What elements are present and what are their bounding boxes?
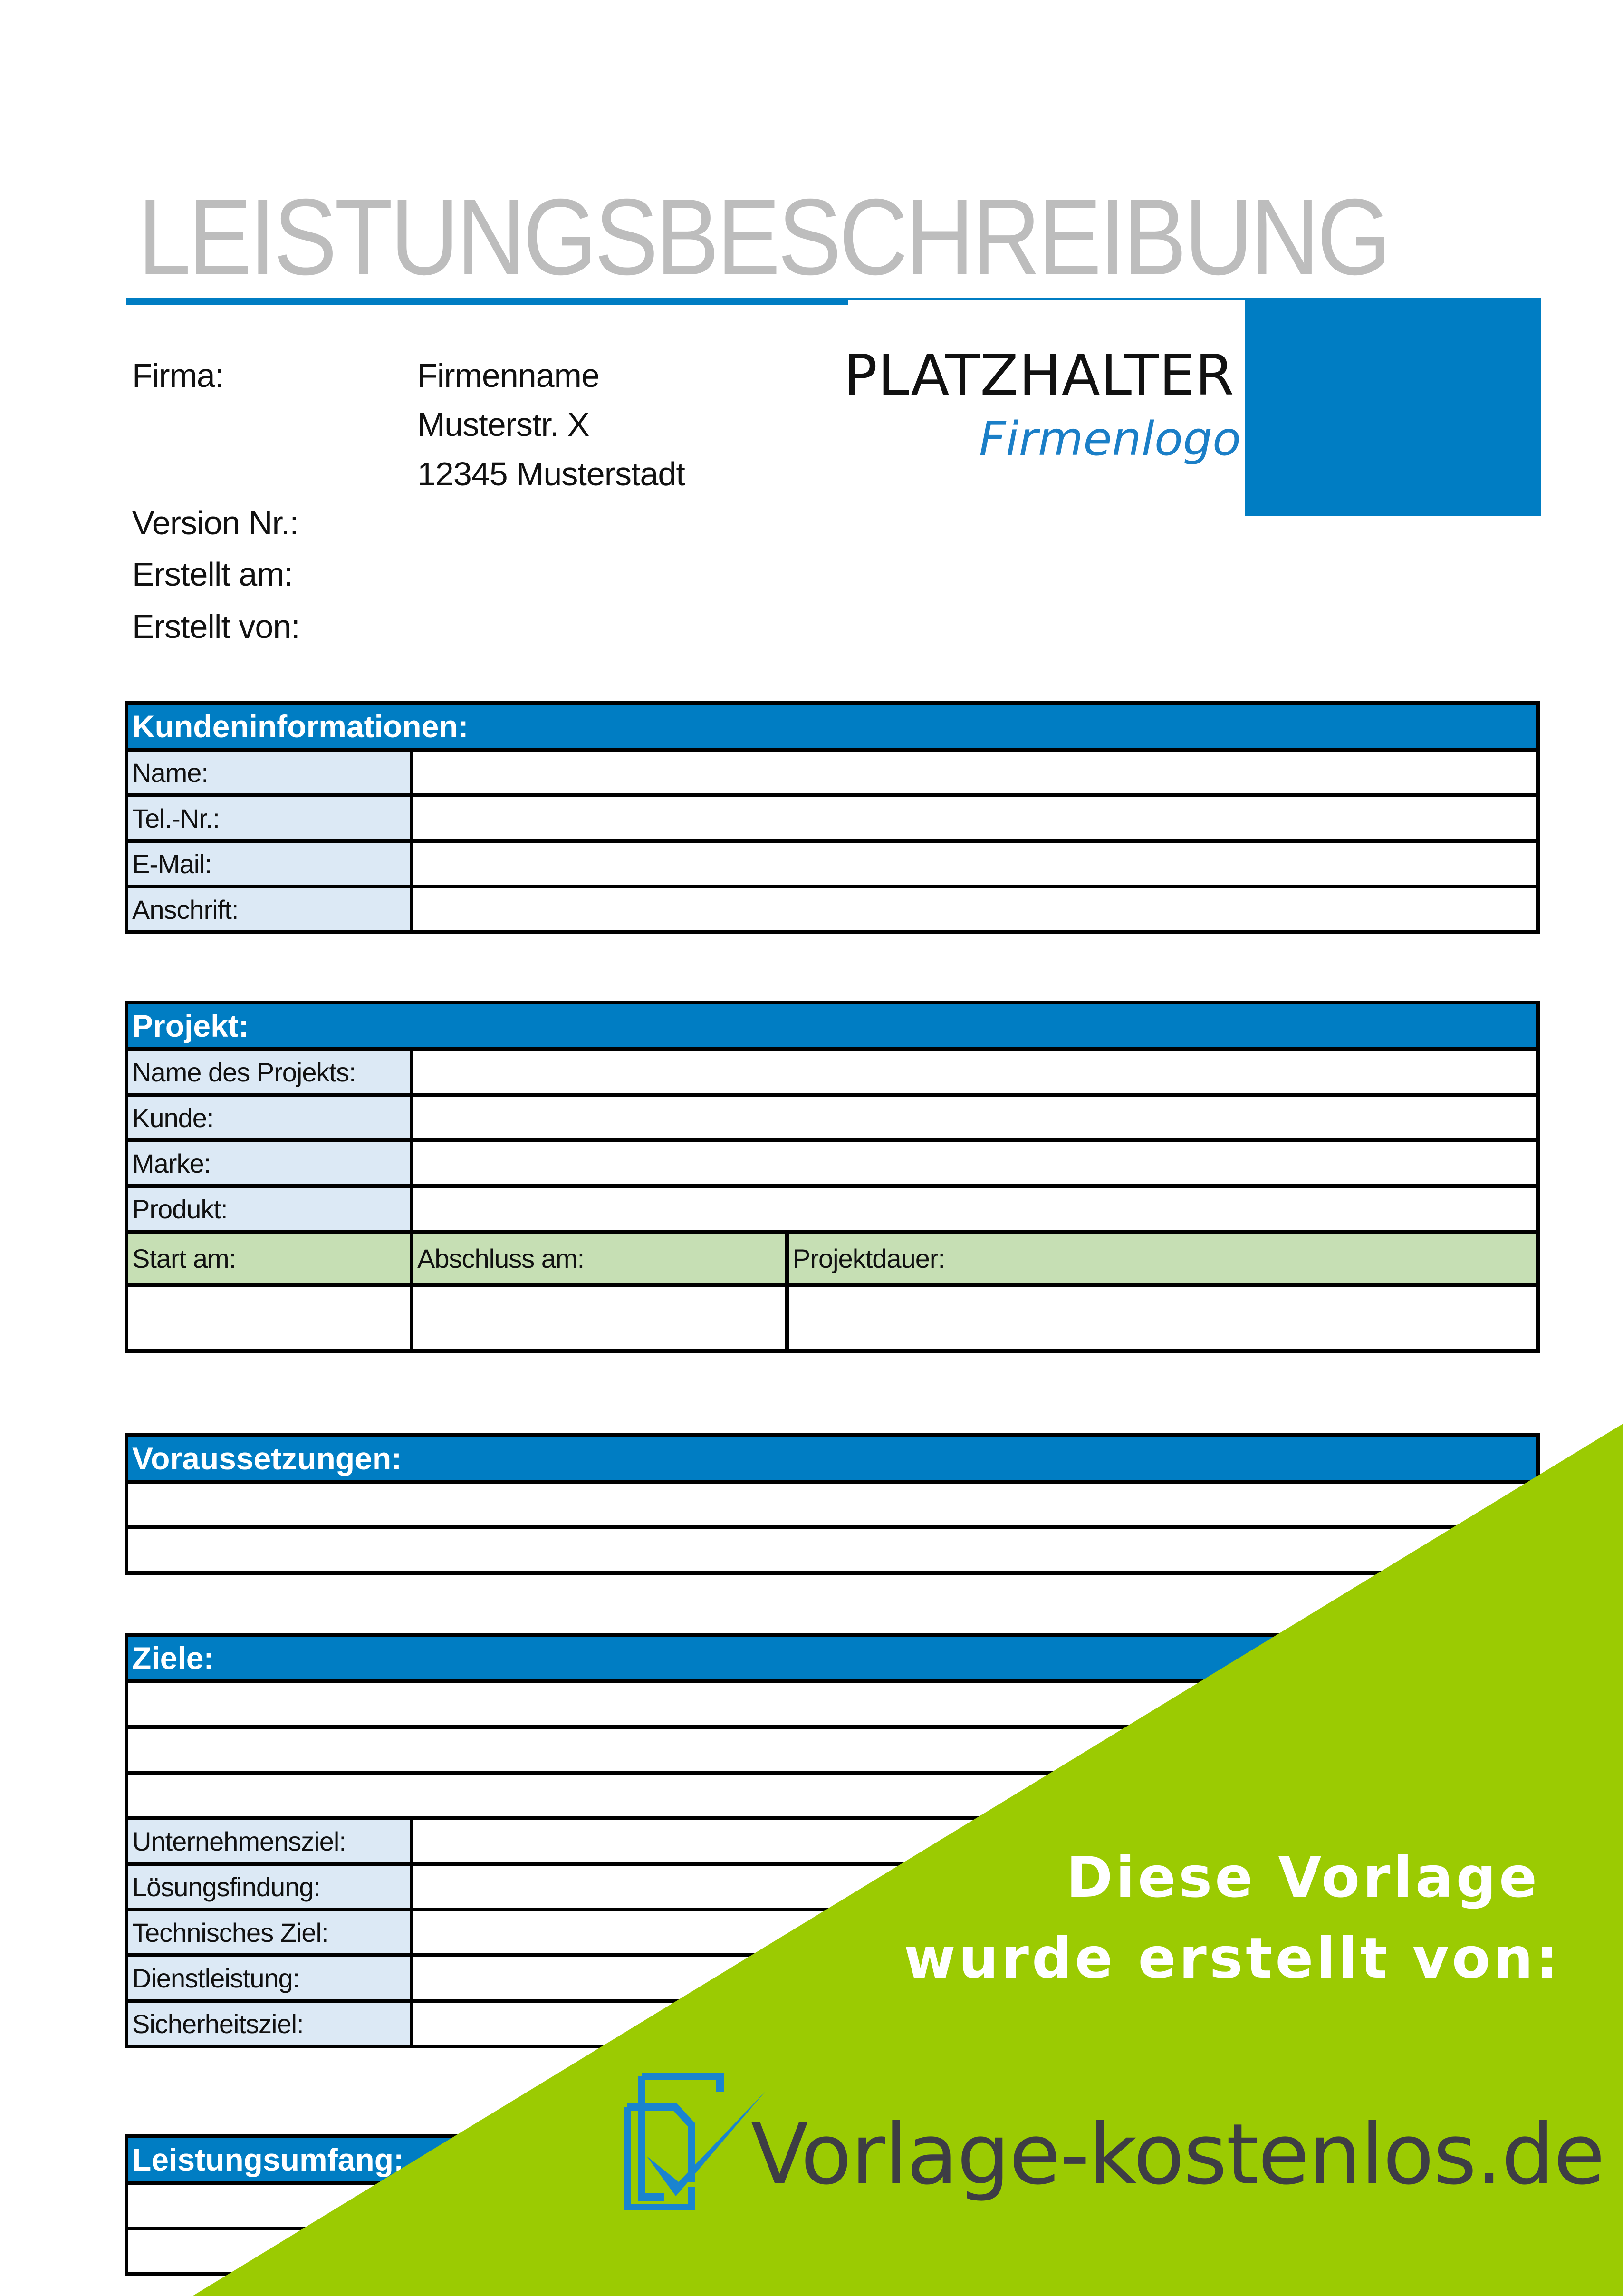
version-label: Version Nr.: [132, 504, 298, 541]
project-brand-label: Marke: [126, 1140, 412, 1186]
logo-placeholder-text: PLATZHALTER [844, 342, 1235, 408]
goals-header: Ziele: [126, 1635, 1538, 1681]
prerequisites-header: Voraussetzungen: [126, 1435, 1538, 1482]
end-date-label: Abschluss am: [412, 1232, 787, 1285]
watermark-brand: Vorlage-kostenlos.de [751, 2106, 1604, 2203]
scope-header: Leistungsumfang: [126, 2136, 1538, 2183]
watermark-line2: wurde erstellt von: [903, 1925, 1561, 1991]
project-client-label: Kunde: [126, 1095, 412, 1140]
project-product-label: Produkt: [126, 1186, 412, 1232]
company-name: Firmenname [417, 357, 599, 394]
customer-address-label: Anschrift: [126, 887, 412, 932]
start-date-label: Start am: [126, 1232, 412, 1285]
business-goal-label: Unternehmensziel: [126, 1818, 412, 1864]
created-by-label: Erstellt von: [132, 608, 300, 645]
document-title: LEISTUNGSBESCHREIBUNG [138, 177, 1389, 298]
watermark-line1: Diese Vorlage [1066, 1844, 1540, 1910]
customer-email-label: E-Mail: [126, 841, 412, 887]
solution-finding-label: Lösungsfindung: [126, 1864, 412, 1910]
security-goal-label: Sicherheitsziel: [126, 2001, 412, 2046]
logo-subtitle: Firmenlogo [979, 412, 1241, 466]
company-label: Firma: [132, 357, 224, 394]
project-header: Projekt: [126, 1003, 1538, 1049]
project-name-label: Name des Projekts: [126, 1049, 412, 1095]
customer-phone-label: Tel.-Nr.: [126, 795, 412, 841]
company-city: 12345 Musterstadt [417, 455, 685, 492]
technical-goal-label: Technisches Ziel: [126, 1910, 412, 1955]
customer-name-label: Name: [126, 750, 412, 795]
customer-info-header: Kundeninformationen: [126, 703, 1538, 750]
duration-label: Projektdauer: [787, 1232, 1538, 1285]
created-on-label: Erstellt am: [132, 556, 293, 593]
service-label: Dienstleistung: [126, 1955, 412, 2001]
company-street: Musterstr. X [417, 406, 589, 443]
